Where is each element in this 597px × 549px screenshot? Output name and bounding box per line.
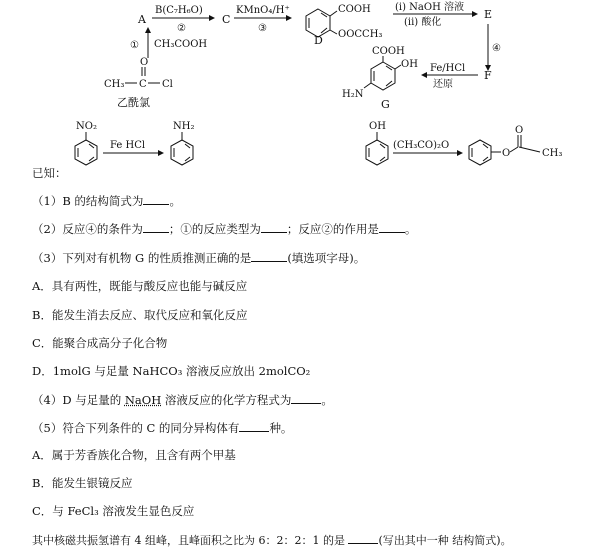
known-nitro: NO₂: [76, 121, 97, 132]
step2-number: ②: [177, 23, 186, 34]
compound-g-structure: [364, 56, 401, 90]
compound-label-a: A: [138, 13, 146, 26]
step1-number: ①: [130, 40, 139, 51]
step3-reagent: KMnO₄/H⁺: [236, 5, 290, 16]
compound-d-structure: [306, 9, 337, 37]
synthesis-scheme: [0, 0, 597, 190]
q3-answer-blank[interactable]: [251, 250, 287, 262]
ester-oxygen: O: [502, 148, 511, 159]
q5-option-c: C．与 FeCl₃ 溶液发生显色反应: [32, 504, 195, 518]
q4-text: （4）D 与足量的: [32, 393, 125, 407]
q3-option-c: C．能聚合成高分子化合物: [32, 336, 168, 350]
compound-label-c: C: [222, 13, 231, 26]
q2-text-3: ；反应②的作用是: [286, 222, 379, 236]
q2-condition-blank[interactable]: [143, 221, 169, 233]
q1-text: （1）B 的结构简式为: [32, 194, 144, 208]
question-5: [32, 420, 292, 435]
question-3: [32, 250, 365, 265]
ester-ch3: CH₃: [542, 148, 563, 159]
q2-text-1: （2）反应④的条件为: [32, 222, 143, 236]
q1-end: 。: [169, 194, 181, 208]
q5-nmr-end: (写出其中一种 结构简式)。: [378, 534, 512, 547]
compound-label-d: D: [314, 34, 323, 47]
known-label: 已知：: [32, 166, 67, 180]
acetyl-oxygen: O: [140, 57, 149, 68]
step2-reagent: B(C₇H₆O): [155, 5, 203, 16]
compound-label-g: G: [381, 98, 390, 111]
q2-text-2: ；①的反应类型为: [168, 222, 261, 236]
compound-label-e: E: [484, 8, 493, 21]
question-4: [32, 392, 333, 407]
known-oh: OH: [369, 121, 386, 132]
known-ac2o: (CH₃CO)₂O: [393, 140, 450, 151]
q5-nmr-text: 其中核磁共振氢谱有 4 组峰，且峰面积之比为 6：2：2：1 的是: [32, 534, 349, 547]
known-amine: NH₂: [173, 121, 195, 132]
q5-nmr-question: [32, 532, 512, 548]
aniline-ring: [171, 140, 193, 165]
carbonyl-oxygen: O: [515, 125, 524, 136]
q3-end: (填选项字母)。: [287, 251, 366, 265]
d-cooh: COOH: [338, 4, 371, 15]
q4-end: 。: [321, 393, 333, 407]
acetyl-cl: Cl: [162, 79, 173, 90]
q5-end: 种。: [269, 421, 293, 435]
q3-text: （3）下列对有机物 G 的性质推测正确的是: [32, 251, 252, 265]
d-oocch3: OOCCH₃: [338, 29, 383, 40]
q5-option-a: A．属于芳香族化合物，且含有两个甲基: [32, 448, 236, 462]
q5-text: （5）符合下列条件的 C 的同分异构体有: [32, 421, 240, 435]
known-fe-hcl: Fe HCl: [110, 140, 146, 151]
compound-label-f: F: [484, 69, 492, 82]
q4-answer-blank[interactable]: [291, 392, 321, 404]
step-e-reagent-i: (i) NaOH 溶液: [395, 2, 464, 13]
q3-option-b: B．能发生消去反应、取代反应和氧化反应: [32, 308, 248, 322]
q2-type-blank[interactable]: [261, 221, 287, 233]
nitrobenzene-ring: [75, 140, 97, 165]
phenyl-acetate-ring: [469, 140, 491, 165]
acetyl-chloride-name: 乙酰氯: [117, 96, 150, 109]
q1-answer-blank[interactable]: [143, 193, 169, 205]
acetyl-carbon: C: [139, 79, 147, 90]
phenol-ring: [366, 140, 388, 165]
q3-option-a: A．具有两性，既能与酸反应也能与碱反应: [32, 279, 248, 293]
g-h2n: H₂N: [342, 89, 364, 100]
q2-text-4: 。: [404, 222, 417, 236]
step-e-reagent-ii: (ii) 酸化: [404, 17, 442, 28]
step-g-label: 还原: [433, 79, 453, 90]
step1-reagent: CH₃COOH: [154, 39, 208, 50]
q5-option-b: B．能发生银镜反应: [32, 476, 133, 490]
question-1: [32, 193, 181, 208]
q4-naoh: NaOH: [124, 393, 162, 407]
step-g-reagent: Fe/HCl: [430, 63, 466, 74]
q2-role-blank[interactable]: [379, 221, 405, 233]
q3-option-d: D．1molG 与足量 NaHCO₃ 溶液反应放出 2molCO₂: [32, 364, 311, 378]
q5-nmr-blank[interactable]: [348, 532, 378, 544]
question-2: [32, 221, 416, 236]
g-cooh: COOH: [372, 46, 405, 57]
g-oh: OH: [401, 59, 418, 70]
acetyl-ch3: CH₃: [104, 79, 125, 90]
step3-number: ③: [258, 23, 267, 34]
q5-answer-blank[interactable]: [239, 420, 269, 432]
q4-text-2: 溶液反应的化学方程式为: [161, 393, 292, 407]
step4-number: ④: [492, 43, 501, 54]
